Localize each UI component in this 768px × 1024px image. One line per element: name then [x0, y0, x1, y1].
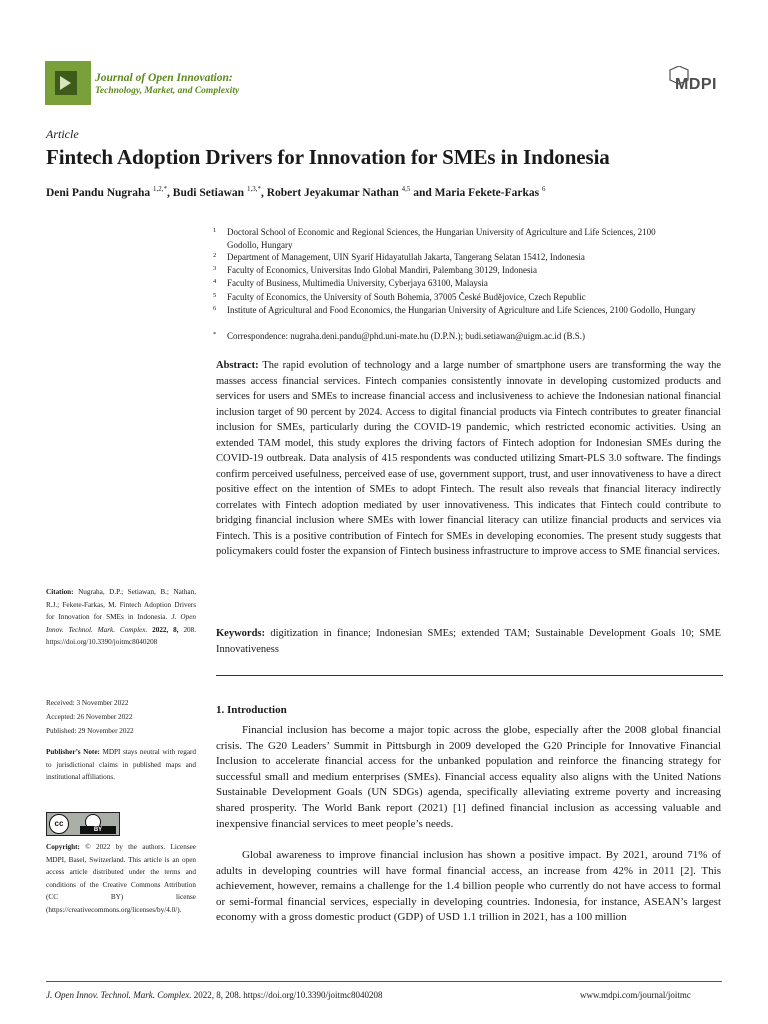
keywords-label: Keywords: — [216, 628, 265, 639]
affiliation-item — [213, 277, 717, 290]
copyright-label: Copyright: — [46, 843, 80, 851]
affiliation-item — [213, 291, 717, 304]
footer-website-link[interactable]: www.mdpi.com/journal/joitmc — [580, 990, 691, 1000]
affiliation-text: Faculty of Business, Multimedia University, Cyberjaya 63100, Malaysia — [227, 278, 488, 288]
affiliation-item — [213, 304, 707, 317]
body-paragraph: Global awareness to improve financial inclusion has shown a positive impact. By 2021, around 71% of adults in developing countries will have formal financial access, an increase from 42% in 2011 [2]. This achievement, however, remains a challenge for the 1.4 billion people who currently do not have access to formal or semi-formal financial services, especially in developing countries. Indonesia, for instance, ASEAN’s largest economy with a gross domestic product (GDP) of USD 1.1 trillion in 2021, has a 100 million — [216, 849, 721, 924]
footer-journal-abbrev: J. Open Innov. Technol. Mark. Complex. — [46, 990, 192, 1000]
affiliation-text: Department of Management, UIN Syarif Hidayatullah Jakarta, Tangerang Selatan 15412, Indonesia — [227, 252, 585, 262]
keywords — [216, 626, 721, 657]
citation-label: Citation: — [46, 588, 74, 596]
publisher-note-label: Publisher’s Note: — [46, 748, 100, 756]
affiliation-item — [213, 330, 717, 343]
citation-journal: J. Open Innov. Technol. Mark. Complex. — [46, 613, 197, 634]
publisher-name: MDPI — [675, 76, 717, 93]
affiliation-text: Faculty of Economics, the University of South Bohemia, 37005 České Budějovice, Czech Republic — [227, 292, 586, 302]
affiliation-number: 6 — [213, 305, 217, 312]
citation-block — [46, 586, 196, 649]
article-type: Article — [46, 127, 79, 141]
author-name: Deni Pandu Nugraha — [46, 186, 151, 199]
affiliation-number: * — [213, 331, 217, 338]
author-affiliation-ref: 6 — [541, 185, 546, 193]
copyright-block — [46, 841, 196, 916]
affiliation-number: 3 — [213, 265, 217, 272]
affiliation-number: 1 — [213, 227, 217, 234]
accepted-date: Accepted: 26 November 2022 — [46, 713, 133, 721]
copyright-text: © 2022 by the authors. Licensee MDPI, Basel, Switzerland. This article is an open access article distributed under the terms and conditions of the Creative Commons Attribution (CC BY) license (https://creativecommons.org/licenses/by/4.0/). — [46, 843, 196, 914]
abstract-label: Abstract: — [216, 360, 259, 371]
affiliation-item — [213, 264, 717, 277]
citation-doi[interactable]: 208. https://doi.org/10.3390/joitmc8040208 — [46, 625, 197, 646]
by-label: BY — [80, 826, 116, 834]
journal-name: Journal of Open Innovation: — [95, 72, 233, 84]
publisher-note — [46, 746, 196, 784]
affiliation-text: Faculty of Economics, Universitas Indo Global Mandiri, Palembang 30129, Indonesia — [227, 265, 537, 275]
body-paragraph: Financial inclusion has become a major topic across the globe, especially after the 2008 global financial crisis. The G20 Leaders’ Summit in Pittsburgh in 2009 developed the G20 Principle for Innovative Financial Inclusion to accelerate financial access for the unbanked population and reinforce the financing strategy for successful small and medium enterprises (SMEs). Financial access equality also aligns with the United Nations Sustainable Development Goals (UN SDGs) agenda, specifically alleviating extreme poverty and increasing shared prosperity. The World Bank report (2021) [1] defined financial inclusion as accessing valuable and inexpensive financial services to meet people’s needs. — [216, 724, 721, 830]
cc-by-license-icon[interactable] — [46, 812, 120, 836]
citation-text: Nugraha, D.P.; Setiawan, B.; Nathan, R.J.; Fekete-Farkas, M. Fintech Adoption Drivers for Innovation for SMEs in Indonesia. — [46, 588, 196, 621]
divider — [216, 675, 723, 676]
affiliation-text: Doctoral School of Economic and Regional Sciences, the Hungarian University of Agriculture and Life Sciences, 2100 Godollo, Hungary — [227, 227, 656, 250]
affiliation-text: Institute of Agricultural and Food Economics, the Hungarian University of Agriculture and Life Sciences, 2100 Godollo, Hungary — [227, 305, 696, 315]
journal-logo — [45, 61, 91, 105]
author-affiliation-ref: 1,3,* — [246, 185, 261, 193]
affiliation-number: 4 — [213, 278, 217, 285]
received-date: Received: 3 November 2022 — [46, 699, 129, 707]
keywords-text: digitization in finance; Indonesian SMEs; extended TAM; Sustainable Development Goals 10; SME Innovativeness — [216, 628, 721, 655]
published-date: Published: 29 November 2022 — [46, 727, 134, 735]
author-affiliation-ref: 4,5 — [401, 185, 411, 193]
author-name: Budi Setiawan — [172, 186, 245, 199]
publisher-note-text: MDPI stays neutral with regard to jurisdictional claims in published maps and institutional affiliations. — [46, 748, 196, 781]
cc-icon: cc — [49, 814, 69, 834]
author-name: Maria Fekete-Farkas — [434, 186, 540, 199]
author-affiliation-ref: 1,2,* — [153, 185, 168, 193]
footer-citation — [46, 990, 383, 1000]
author-list: Deni Pandu Nugraha $^{1,2,*}$, Budi Setiawan $^{1,3,*}$, Robert Jeyakumar Nathan $^{4,5}$ and Maria Fekete-Farkas $^6$ — [46, 185, 546, 199]
affiliation-number: 2 — [213, 252, 217, 259]
affiliation-item — [213, 251, 717, 264]
abstract-text: The rapid evolution of technology and a large number of smartphone users are transforming the way the masses access financial services. Fintech companies consistently innovate in developing customized products and services for users and SMEs to increase financial access and inclusiveness to achieve the Indonesian national financial inclusion target of 90 percent by 2024. Access to digital financial products via Fintech contributes to greater financial inclusion for SMEs, particularly during the COVID-19 pandemic, which restricted economic activities. Using an extended TAM model, this study explores the driving factors of Fintech adoption for Indonesian SMEs during the COVID-19 outbreak. Data analysis of 415 respondents was conducted utilizing Smart-PLS 3.0 software. The findings confirm perceived usefulness, perceived ease of use, government support, trust, and user innovativeness to have a direct positive effect on the intention of SMEs to adopt Fintech. The result also reveals that financial literacy indirectly correlates with Fintech adoption mediated by user innovativeness. This indicates that Fintech could contribute to bridging financial inclusion where SMEs with lower financial literacy can utilize financial products and services via Fintech. This is a positive contribution of Fintech for SMEs in developing economies. The present study suggests that policymakers could foster the expansion of Fintech business infrastructure to improve access to SME financial services. — [216, 360, 722, 557]
article-title: Fintech Adoption Drivers for Innovation for SMEs in Indonesia — [46, 145, 610, 169]
affiliation-item — [213, 226, 682, 251]
publisher-logo — [665, 66, 721, 98]
correspondence-text: Correspondence: nugraha.deni.pandu@phd.uni-mate.hu (D.P.N.); budi.setiawan@uigm.ac.id (B.S.) — [227, 331, 586, 341]
footer-doi[interactable]: 2022, 8, 208. https://doi.org/10.3390/joitmc8040208 — [193, 990, 383, 1000]
footer-divider — [46, 981, 722, 982]
section-heading: 1. Introduction — [216, 704, 287, 716]
affiliation-number: 5 — [213, 292, 217, 299]
citation-year-volume: 2022, 8, — [152, 625, 179, 634]
journal-subtitle: Technology, Market, and Complexity — [95, 86, 240, 96]
abstract — [216, 358, 721, 560]
author-name: Robert Jeyakumar Nathan — [266, 186, 399, 199]
